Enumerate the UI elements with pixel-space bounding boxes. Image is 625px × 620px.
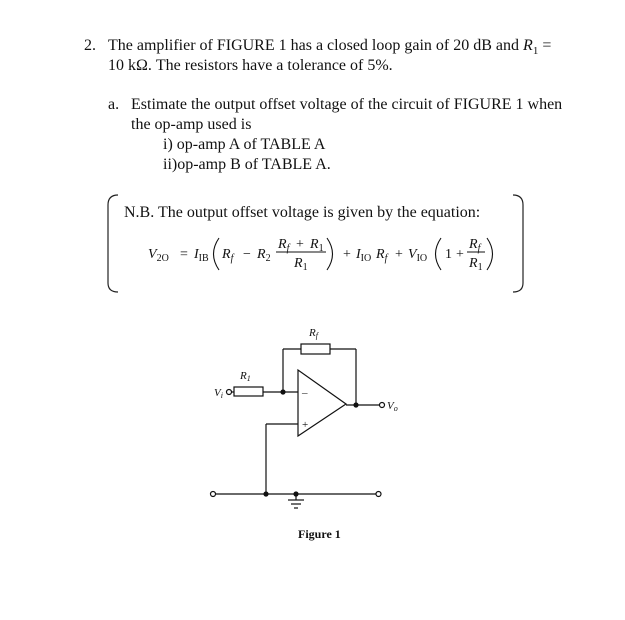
eq-equals: = [180,247,188,262]
eq-minus: − [243,247,251,262]
question-line-1-text: The amplifier of FIGURE 1 has a closed loop gain of 20 dB and [108,37,524,54]
right-ground-terminal [376,492,381,497]
eq-iio-rf: $R_f$ [376,247,388,264]
eq-plus-4: + [456,247,464,262]
junction-output [354,403,358,407]
part-a-line-2: the op-amp used is [131,116,252,133]
note-right-bracket [513,195,523,292]
r1-resistor [234,387,263,396]
part-a-item-2: ii)op-amp B of TABLE A. [163,156,331,173]
note-text: N.B. The output offset voltage is given by the equation: [124,204,481,221]
circuit-diagram [211,344,385,508]
question-line-1-end: = [538,37,552,54]
eq-vo: $V_{2O}$ [148,247,169,264]
eq-paren-left-2 [436,238,442,270]
eq-frac-r1: $R_1$ [469,256,483,273]
r1-label: R1 [240,370,251,383]
eq-iib: $I_{IB}$ [194,247,209,264]
eq-plus-2: + [343,247,351,262]
eq-rf: $R_f$ [222,247,234,264]
vo-terminal [380,403,385,408]
eq-one: 1 [445,247,452,262]
eq-frac-rf: $R_f$ [469,237,481,254]
note-left-bracket [108,195,118,292]
eq-plus-3: + [395,247,403,262]
vi-terminal [227,390,232,395]
rf-resistor [301,344,330,354]
eq-iio: $I_{IO}$ [356,247,372,264]
r1-symbol: R [523,37,533,54]
junction-ground [294,492,298,496]
vi-label: Vi [214,387,223,400]
eq-plus-1: + [296,237,304,252]
question-line-2: 10 kΩ. The resistors have a tolerance of 5%. [108,57,393,74]
eq-r2: $R_2$ [257,247,271,264]
eq-paren-left-1 [214,238,220,270]
part-a-label: a. [108,96,120,113]
r1-subscript: 1 [532,45,539,58]
eq-paren-right-2 [487,238,493,270]
part-a-line-1: Estimate the output offset voltage of the circuit of FIGURE 1 when [131,96,563,113]
vo-label: Vo [387,400,398,413]
eq-vio: $V_{IO}$ [408,247,428,264]
left-ground-terminal [211,492,216,497]
noninverting-sign: + [302,419,309,431]
eq-den-r1: $R_1$ [294,256,308,273]
rf-label: Rf [309,327,318,340]
offset-equation [148,237,493,273]
eq-num-r1: $R_1$ [310,237,324,254]
part-a-item-1: i) op-amp A of TABLE A [163,136,326,153]
eq-num-rf: $R_f$ [278,237,290,254]
figure-caption: Figure 1 [298,527,341,541]
question-number: 2. [84,37,96,54]
inverting-sign: – [302,387,308,399]
eq-paren-right-1 [327,238,333,270]
